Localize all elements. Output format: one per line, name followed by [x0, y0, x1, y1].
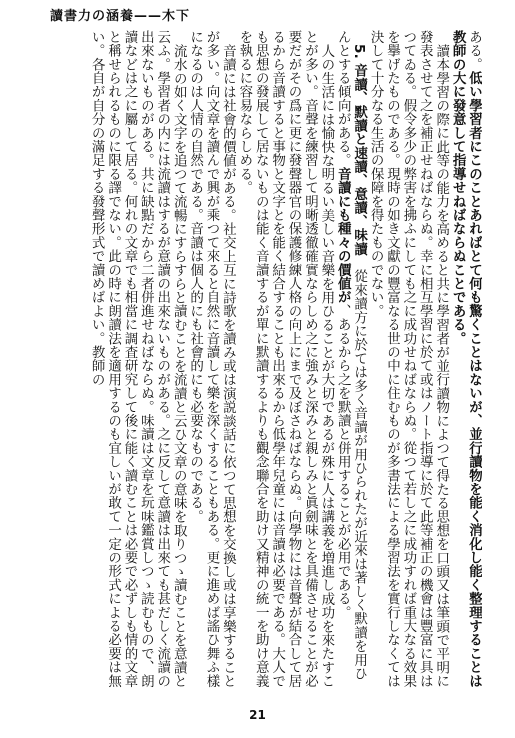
vertical-text-body [36, 30, 482, 690]
body-text: ある。 [466, 30, 482, 72]
body-text: 讀本學習の際に此等の能力を高めると共に學習者が並行讀物によつて得たる思想を口頭又は筆頭で平明に發表させて之を補正せねばならぬ。幸に相互學習に於て或はノート指導に於て此等補正の機會は豐富に具はつてゐる。假令多少の弊害を拂ふにしても之に成功せねばならぬ。從つて若し之に成功すれば重大なる效果を擧げたものである。現時の如き文獻の豐富なる世の中に住むものが多書法による學習法を實行しなくては決して十分なる生活の保障を得たものでない。 [367, 30, 450, 688]
body-text: 音讀には社會的價値がある。社交上互に詩歌を讀み或は演説談話に依つて思想を交換し或は享樂することが多い。向文章を讀んで興が乘つて來ると自然に音讀して樂を深くすることもある。更に進めば謠ひ舞ふ樣になるのは人情の自然である。音讀は個人的にも社會的にも必要なものである。 [187, 30, 236, 688]
paragraph [187, 30, 236, 690]
body-text: 從來讀方に於ては多く音讀が用ひられたが近來は著しく默讀を用ひんとする傾向がある。 [334, 30, 368, 680]
body-text: 流水の如く文字を追つて流暢にすらすらと讀むことを流讀と云ひ文章の意味を取りつゝ讀むことを意讀と云ふ。學習者の内には流讀はするが意讀の出來ないものがある。之に反して意讀は出來ても甚だしく流讀の出來ないものがある。共に缺點だから二者併進せねばならぬ。味讀は文章を玩味鑑賞しつゝ読むもので、朗讀などは之に屬して居る。何れの文章でも相當に調査研究して後に能く讀むことは必要で必ずしも情的文章と稱せられるものに限る譯でない。此の時に朗讀法を適用するのも宜しいが敢て一定の形式による必要は無い。各自が自分の滿足する發聲形式で讀めばよい。教師の [88, 30, 187, 688]
emphasized-text: 5. 音讀、默讀と速讀、意讀、味讀 [351, 43, 368, 256]
paragraph [449, 30, 482, 690]
body-text: 、あるから之を默讀と併用することが必用である。 [334, 304, 351, 620]
paragraph [367, 30, 449, 690]
page-number: 21 [249, 708, 266, 722]
paragraph [88, 30, 186, 690]
emphasized-text: 音讀にも種々の價値が [334, 167, 351, 304]
paragraph [334, 30, 367, 690]
paragraph [236, 30, 334, 690]
running-head: 讀書力の涵養——木下 [50, 9, 191, 24]
body-text: 人の生活には愉快な明るい美しい音樂を用ひることが大切であるが殊に人は講義を増進し成功を來たすことが多い。音聲を練習して明晰透徹確實ならしめ之に強みと深みと親しみと眞劍味とを具備させることが必要だがその爲に更に發聲器官の保護修練人格の向上にまで及ぼさねばならぬ。向學物には音聲が結合して居るから音讀すると事物と文字とを能く結合することも出來るから低學年兒童には音讀は必要である。大人でも思想の發展して居ないものは能く音讀するが單に默讀するよりも觀念聯合を助け又精神の統一を助け意義を執るに容易ならしめる。 [236, 30, 335, 688]
emphasized-text: 低い學習者にこのことあればとて何も驚くことはないが、並行讀物を能く消化し能く整理することは教師の大に發意して指導せねばならぬことである。 [449, 30, 482, 688]
